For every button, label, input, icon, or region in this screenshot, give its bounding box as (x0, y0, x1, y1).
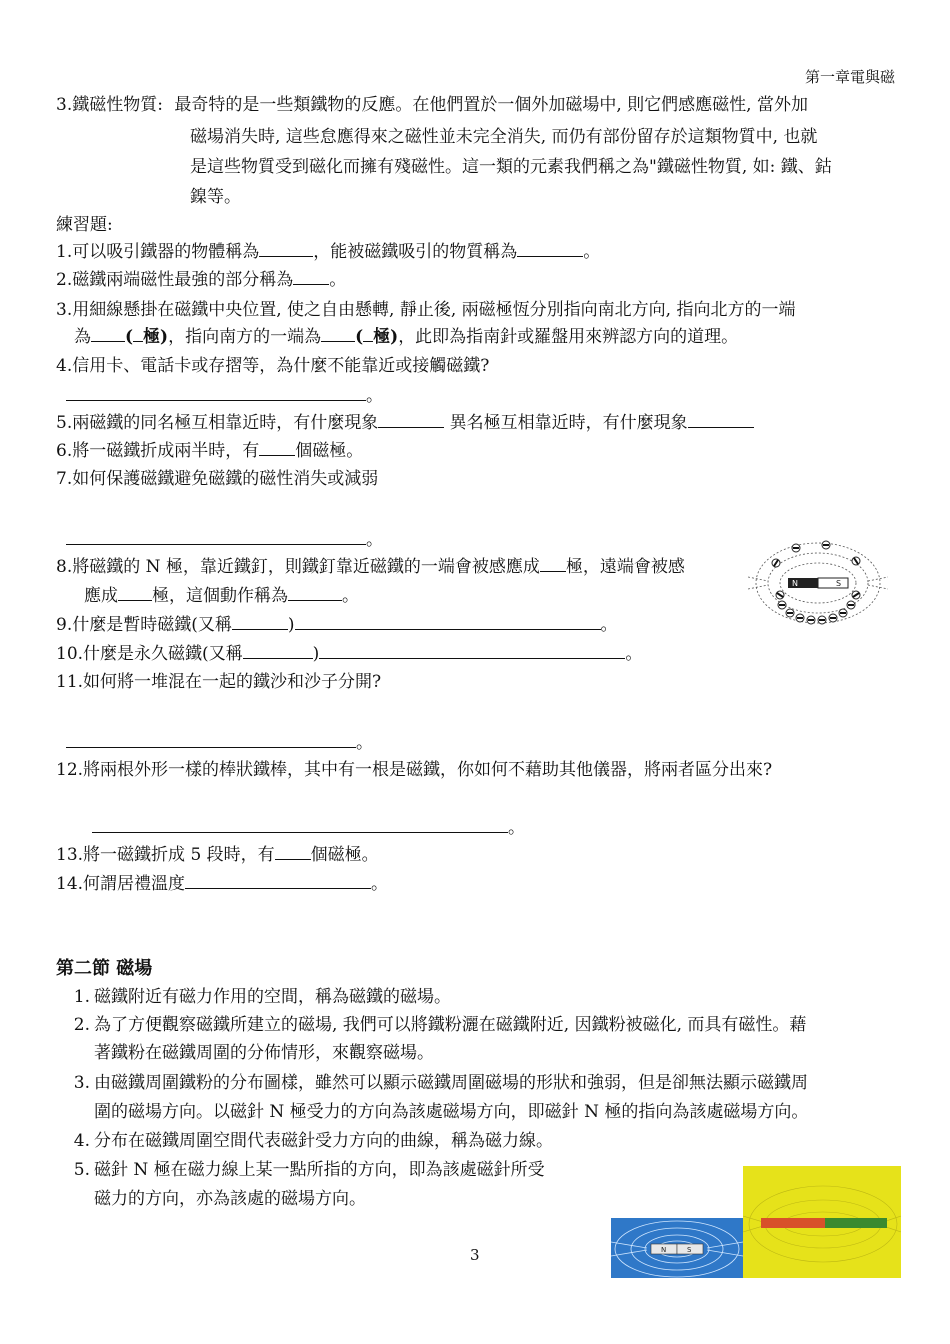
question-4: 4.信用卡、電話卡或存摺等，為什麼不能靠近或接觸磁鐵? (56, 356, 490, 376)
photo-n-label: N (661, 1246, 667, 1254)
question-10: 10.什麼是永久磁鐵(又稱 ) 。 (56, 644, 643, 664)
question-14: 14.何謂居禮溫度 。 (56, 874, 389, 894)
question-3-line-2: 為 ( 極)，指向南方的一端為 ( 極)，此即為指南針或羅盤用來辨認方向的道理。 (74, 327, 739, 347)
answer-blank[interactable] (363, 325, 373, 342)
intro-line-2: 磁場消失時, 這些怠應得來之磁性並未完全消失, 而仍有部份留存於這類物質中, 也就 (190, 127, 818, 147)
answer-blank[interactable] (259, 240, 313, 257)
answer-blank[interactable] (118, 584, 152, 601)
question-11-answer: 。 (66, 731, 373, 755)
question-8-line-1: 8.將磁鐵的 N 極，靠近鐵釘，則鐵釘靠近磁鐵的一端會被感應成 極，遠端會被感 (56, 557, 685, 577)
section-item-4: 4. 分布在磁鐵周圍空間代表磁針受力方向的曲線，稱為磁力線。 (73, 1131, 553, 1151)
chapter-header: 第一章電與磁 (804, 68, 895, 86)
answer-line[interactable] (319, 642, 625, 659)
question-8-line-2: 應成 極，這個動作稱為 。 (84, 586, 359, 606)
section-item-1: 1. 磁鐵附近有磁力作用的空間，稱為磁鐵的磁場。 (73, 987, 451, 1007)
section-item-2: 2. 為了方便觀察磁鐵所建立的磁場, 我們可以將鐵粉灑在磁鐵附近, 因鐵粉被磁化, 而具有磁性。藉 (73, 1015, 807, 1035)
iron-filings-photo (743, 1166, 901, 1278)
question-2: 2.磁鐵兩端磁性最強的部分稱為 。 (56, 270, 347, 290)
question-6: 6.將一磁鐵折成兩半時，有 個磁極。 (56, 441, 364, 461)
blue-field-lines-photo (611, 1218, 743, 1278)
answer-line[interactable] (92, 816, 508, 833)
question-7: 7.如何保護磁鐵避免磁鐵的磁性消失或減弱 (56, 469, 379, 489)
photo-bar-green-half (825, 1218, 887, 1228)
question-4-answer: 。 (66, 384, 383, 408)
answer-line[interactable] (66, 731, 356, 748)
question-3-line-1: 3.用細線懸掛在磁鐵中央位置, 使之自由懸轉, 靜止後, 兩磁極恆分別指向南北方向, 指向北方的一端 (56, 300, 796, 320)
question-13: 13.將一磁鐵折成 5 段時，有 個磁極。 (56, 845, 379, 865)
photo-s-label: S (687, 1246, 692, 1254)
answer-blank[interactable] (688, 411, 754, 428)
section-item-5-cont: 磁力的方向，亦為該處的磁場方向。 (94, 1189, 366, 1209)
question-7-answer: 。 (66, 528, 383, 552)
section-item-3: 3. 由磁鐵周圍鐵粉的分布圖樣，雖然可以顯示磁鐵周圍磁場的形狀和強弱，但是卻無法顯示磁鐵周 (73, 1073, 808, 1093)
section-title: 第二節 磁場 (56, 958, 153, 979)
page-number: 3 (470, 1246, 480, 1264)
intro-line-3: 是這些物質受到磁化而擁有殘磁性。這一類的元素我們稱之為"鐵磁性物質, 如: 鐵、鈷 (190, 157, 832, 177)
section-item-5: 5. 磁針 N 極在磁力線上某一點所指的方向，即為該處磁針所受 (73, 1160, 545, 1180)
question-12: 12.將兩根外形一樣的棒狀鐵棒，其中有一根是磁鐵，你如何不藉助其他儀器，將兩者區分出來? (56, 760, 773, 780)
question-12-answer: 。 (92, 816, 525, 840)
question-1: 1.可以吸引鐵器的物體稱為 ，能被磁鐵吸引的物質稱為 。 (56, 242, 601, 262)
intro-label-line (56, 93, 808, 117)
answer-blank[interactable] (185, 872, 371, 889)
question-9: 9.什麼是暫時磁鐵(又稱 ) 。 (56, 615, 618, 635)
section-item-2-cont: 著鐵粉在磁鐵周圍的分佈情形，來觀察磁場。 (94, 1043, 434, 1063)
answer-blank[interactable] (540, 555, 566, 572)
answer-line[interactable] (66, 528, 366, 545)
answer-blank[interactable] (293, 268, 329, 285)
answer-blank[interactable] (275, 843, 311, 860)
question-11: 11.如何將一堆混在一起的鐵沙和沙子分開? (56, 672, 382, 692)
answer-blank[interactable] (91, 325, 125, 342)
answer-blank[interactable] (243, 642, 313, 659)
answer-blank[interactable] (378, 411, 444, 428)
answer-blank[interactable] (321, 325, 355, 342)
answer-blank[interactable] (517, 240, 583, 257)
answer-line[interactable] (66, 384, 366, 401)
compass-field-figure (748, 533, 888, 643)
intro-label: 3.鐵磁性物質: (56, 95, 163, 115)
intro-line-1: 最奇特的是一些類鐵物的反應。在他們置於一個外加磁場中, 則它們感應磁性, 當外加 (174, 95, 808, 115)
answer-blank[interactable] (133, 325, 143, 342)
section-item-3-cont: 圍的磁場方向。以磁針 N 極受力的方向為該處磁場方向，即磁針 N 極的指向為該處磁場方向。 (94, 1102, 809, 1122)
intro-line-4: 鎳等。 (190, 187, 241, 207)
question-5: 5.兩磁鐵的同名極互相靠近時，有什麼現象 異名極互相靠近時，有什麼現象 (56, 411, 754, 435)
exercise-title: 練習題: (56, 215, 113, 235)
magnet-n-label: N (792, 579, 798, 588)
magnet-s-label: S (836, 579, 842, 588)
answer-line[interactable] (295, 613, 601, 630)
answer-blank[interactable] (259, 439, 295, 456)
answer-blank[interactable] (232, 613, 288, 630)
answer-blank[interactable] (288, 584, 342, 601)
photo-bar-red-half (761, 1218, 825, 1228)
magnet-south-half (818, 578, 848, 588)
